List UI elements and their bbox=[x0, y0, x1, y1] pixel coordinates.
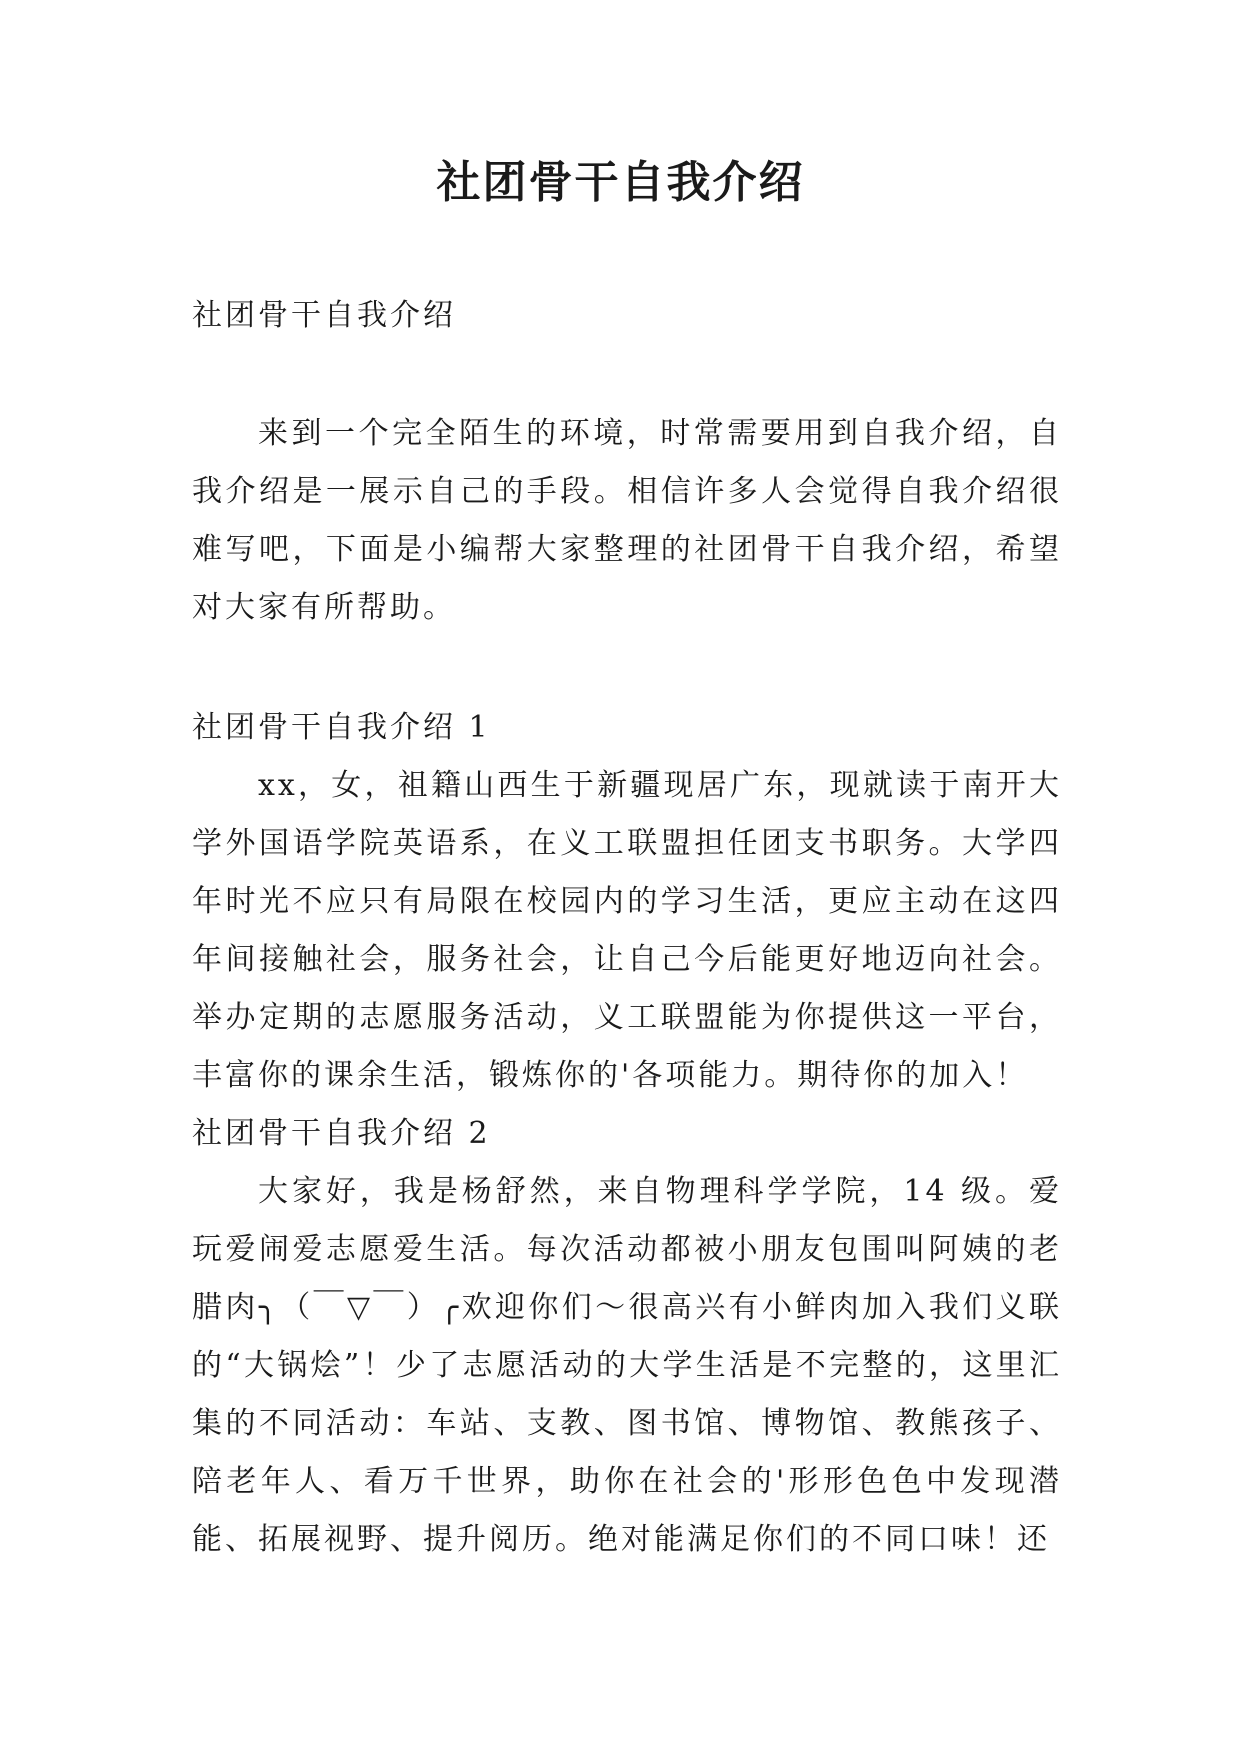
document-body bbox=[192, 287, 1062, 1569]
document-title: 社团骨干自我介绍 bbox=[436, 157, 805, 208]
section-body-2: 大家好，我是杨舒然，来自物理科学学院，14 级。爱玩爱闹爱志愿爱生活。每次活动都被小朋友包围叫阿姨的老腊肉╮（￣▽￣）╭欢迎你们～很高兴有小鲜肉加入我们义联的“大锅烩”！少了志愿活动的大学生活是不完整的，这里汇集的不同活动：车站、支教、图书馆、博物馆、教熊孩子、陪老年人、看万千世界，助你在社会的'形形色色中发现潜能、拓展视野、提升阅历。绝对能满足你们的不同口味！还 bbox=[192, 1174, 1062, 1557]
section-body-1: xx，女，祖籍山西生于新疆现居广东，现就读于南开大学外国语学院英语系，在义工联盟担任团支书职务。大学四年时光不应只有局限在校园内的学习生活，更应主动在这四年间接触社会，服务社会，让自己今后能更好地迈向社会。举办定期的志愿服务活动，义工联盟能为你提供这一平台，丰富你的课余生活，锻炼你的'各项能力。期待你的加入！ bbox=[192, 768, 1062, 1093]
document-heading: 社团骨干自我介绍 bbox=[192, 298, 456, 333]
intro-paragraph: 来到一个完全陌生的环境，时常需要用到自我介绍，自我介绍是一展示自己的手段。相信许多人会觉得自我介绍很难写吧，下面是小编帮大家整理的社团骨干自我介绍，希望对大家有所帮助。 bbox=[192, 416, 1062, 625]
section-heading-1: 社团骨干自我介绍 1 bbox=[192, 710, 491, 745]
section-heading-2: 社团骨干自我介绍 2 bbox=[192, 1116, 491, 1151]
